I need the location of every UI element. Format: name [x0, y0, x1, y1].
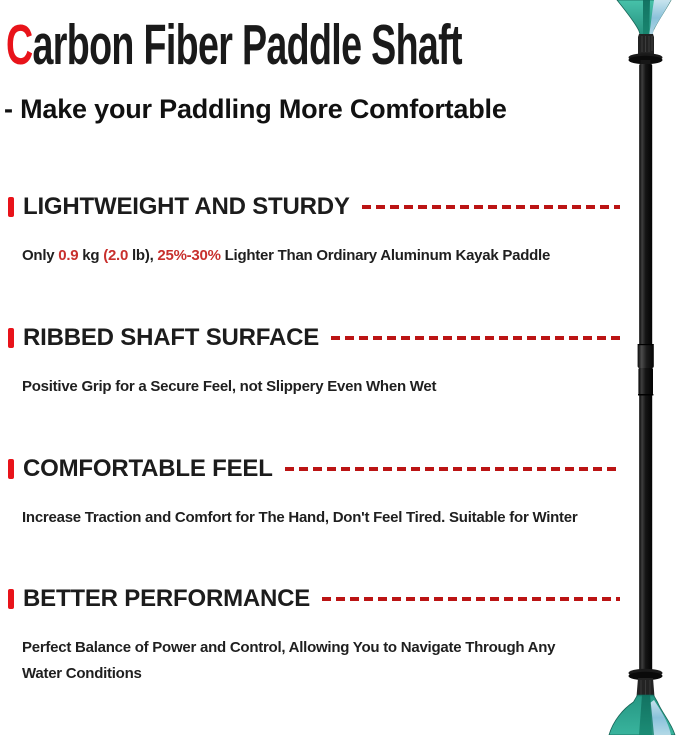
feature-description: [22, 635, 622, 687]
dashed-line: [331, 336, 620, 340]
feature-section-performance: [8, 585, 622, 687]
description-text: Only: [22, 247, 59, 264]
dashed-line: [322, 597, 620, 601]
feature-heading-row: [8, 193, 622, 221]
page-title: [6, 14, 679, 77]
feature-heading-row: [8, 324, 622, 352]
ferrule-joint: [638, 344, 654, 396]
kayak-paddle-illustration: [600, 0, 679, 735]
feature-heading: RIBBED SHAFT SURFACE: [23, 324, 320, 351]
page-title-text: [6, 14, 462, 77]
feature-heading: LIGHTWEIGHT AND STURDY: [23, 193, 350, 220]
feature-section-comfortable: [8, 455, 622, 531]
feature-heading: COMFORTABLE FEEL: [23, 455, 273, 482]
description-text: Lighter Than Ordinary Aluminum Kayak Paddle: [220, 247, 551, 264]
feature-section-ribbed: [8, 324, 622, 400]
highlight-value: 0.9: [58, 247, 79, 264]
accent-bar: [8, 328, 14, 348]
highlight-value: (2.0: [103, 247, 129, 264]
description-line: Water Conditions: [22, 665, 142, 682]
accent-bar: [8, 197, 14, 217]
paddle-bottom-blade: [609, 695, 675, 735]
title-accent-letter: C: [6, 13, 33, 77]
title-rest: arbon Fiber Paddle Shaft: [32, 13, 462, 77]
description-line: Perfect Balance of Power and Control, Allowing You to Navigate Through Any: [22, 639, 556, 656]
accent-bar: [8, 589, 14, 609]
feature-description: [22, 243, 622, 269]
description-text: kg: [78, 247, 104, 264]
highlight-value: 25%-30%: [157, 247, 221, 264]
feature-description: Increase Traction and Comfort for The Hand, Don't Feel Tired. Suitable for Winter: [22, 509, 578, 526]
feature-section-lightweight: [8, 193, 622, 269]
feature-description: Positive Grip for a Secure Feel, not Slippery Even When Wet: [22, 378, 437, 395]
dashed-line: [285, 467, 620, 471]
paddle-top-blade: [617, 0, 671, 38]
feature-heading: BETTER PERFORMANCE: [23, 585, 311, 612]
blade-spine: [643, 0, 650, 38]
bottom-drip-ring: [629, 669, 663, 697]
feature-heading-row: [8, 585, 622, 613]
dashed-line: [362, 205, 620, 209]
top-drip-ring: [629, 34, 663, 67]
feature-heading-row: [8, 455, 622, 483]
accent-bar: [8, 459, 14, 479]
page-subtitle: - Make your Paddling More Comfortable: [4, 94, 507, 124]
description-text: lb),: [128, 247, 158, 264]
